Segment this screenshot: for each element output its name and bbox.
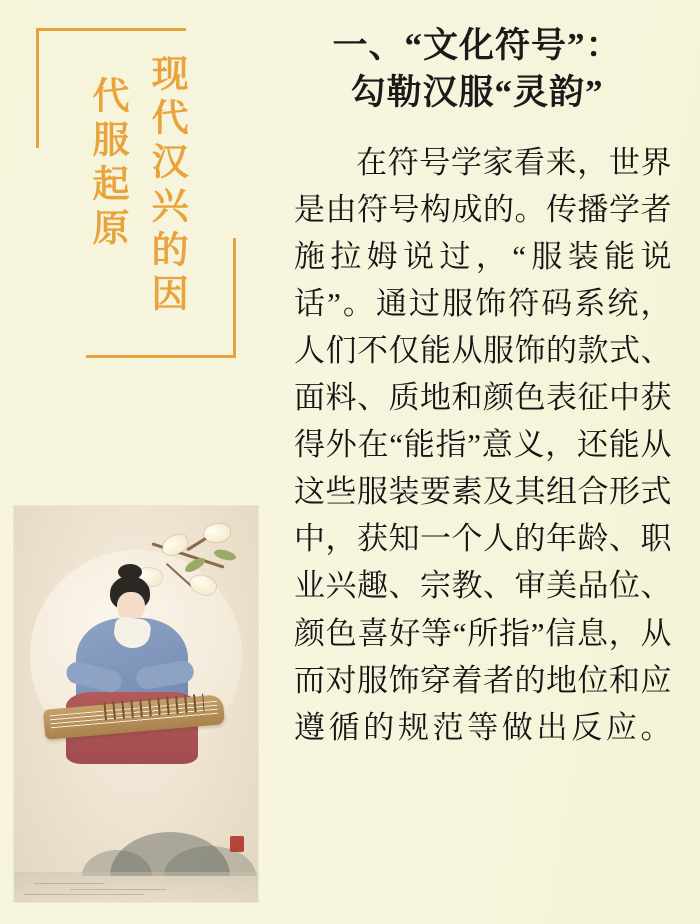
- magnolia-flower-4: [187, 571, 218, 599]
- vertical-title-column-left: 代服起原: [86, 76, 127, 252]
- ink-landscape: [14, 782, 258, 902]
- painting-canvas: [14, 506, 258, 902]
- vertical-title-column-right: 现代汉兴的因: [145, 54, 187, 318]
- right-column: [282, 0, 686, 924]
- magnolia-flower-1: [204, 524, 230, 542]
- headline-line-2: 勾勒汉服“灵韵”: [350, 73, 604, 113]
- article-body-paragraph: 在符号学家看来，世界是由符号构成的。传播学者施拉姆说过，“服装能说话”。通过服饰符码系统，人们不仅能从服饰的款式、面料、质地和颜色表征中获得外在“能指”意义，还能从这些服装要素及其组合形式中，获知一个人的年龄、职业兴趣、宗教、审美品位、颜色喜好等“所指”信息，从而对服饰穿着者的地位和应遵循的规范等做出反应。: [294, 144, 672, 745]
- magnolia-leaf-2: [213, 546, 237, 564]
- headline-line-1: 一、“文化符号”：: [332, 26, 622, 65]
- red-seal-stamp: [230, 836, 244, 852]
- ripple-1: [34, 883, 104, 884]
- illustration-guzheng-player: [14, 506, 258, 902]
- magnolia-leaf-1: [183, 557, 207, 574]
- ripple-3: [24, 894, 144, 895]
- left-column: [0, 0, 272, 924]
- vertical-title: [36, 28, 236, 358]
- article-headline: [282, 22, 672, 117]
- ripple-2: [70, 889, 166, 890]
- vertical-title-frame: [36, 28, 236, 358]
- water-band: [14, 872, 258, 902]
